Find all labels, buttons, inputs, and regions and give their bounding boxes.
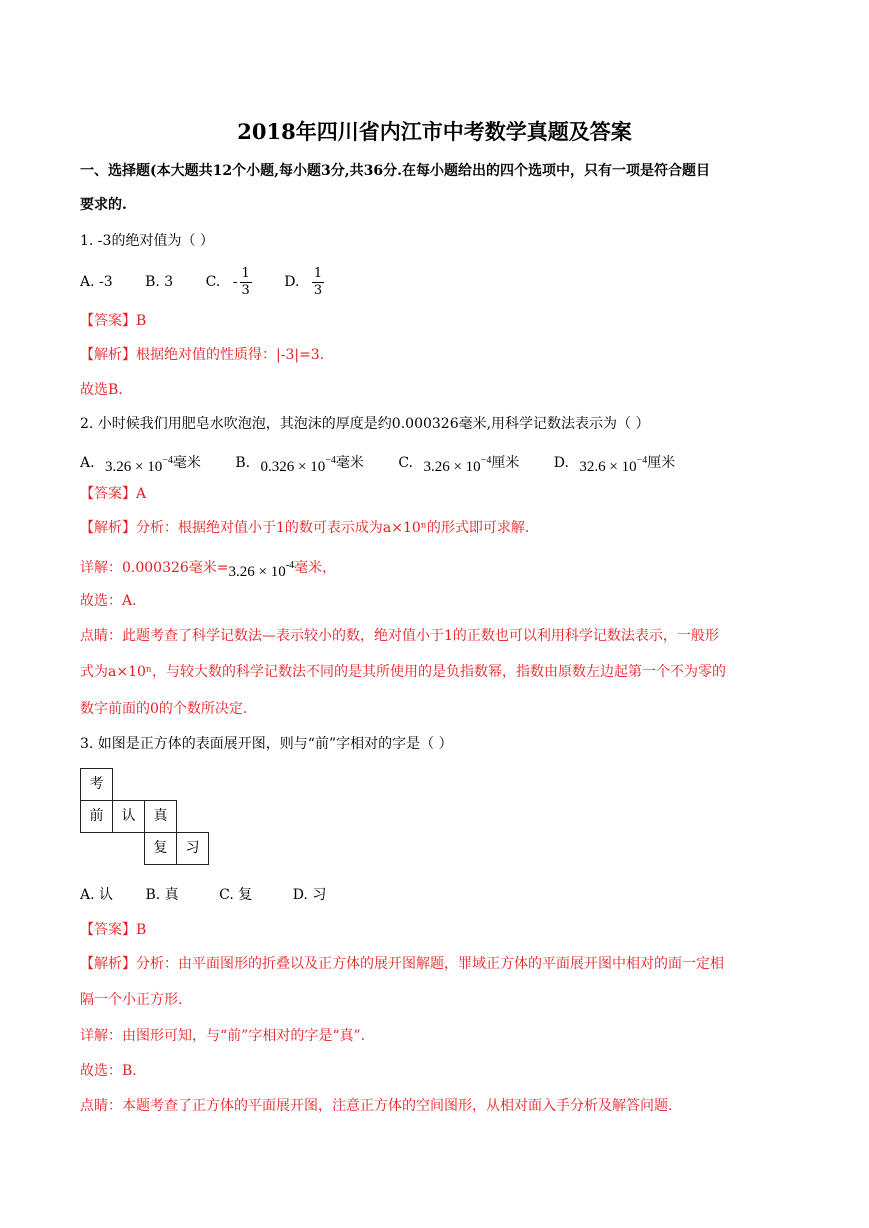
q1-option-d-denominator: 3: [313, 282, 323, 298]
q3-choose: 故选：B.: [80, 1063, 137, 1079]
q1-option-c: [206, 264, 252, 300]
q2-option-c: [398, 455, 523, 475]
q3-analysis-line1: 【解析】分析：由平面图形的折叠以及正方体的展开图解题，罪域正方体的平面展开图中相对的面一定相: [80, 956, 724, 972]
q2-options: [80, 450, 676, 475]
q2-option-b-exp: −4: [325, 455, 336, 466]
q1-option-c-label: C.: [205, 274, 221, 290]
q2-option-b: [235, 455, 368, 475]
q2-detail-exp: -4: [285, 560, 295, 571]
q2-option-d-base: 32.6 × 10: [579, 459, 637, 475]
q2-option-c-base: 3.26 × 10: [423, 459, 481, 475]
q2-option-c-unit: 厘米: [491, 455, 520, 471]
q2-detail-base: 3.26 × 10: [228, 564, 286, 580]
q1-option-d: [284, 264, 324, 300]
q2-option-d-value: [579, 455, 648, 475]
net-cell-zhen: 真: [144, 800, 177, 833]
q1-option-d-numerator: 1: [313, 265, 323, 281]
q1-option-a: A. -3: [80, 274, 113, 290]
q3-comment: 点睛：本题考查了正方体的平面展开图，注意正方体的空间图形，从相对面入手分析及解答问题.: [80, 1098, 673, 1114]
q2-comment-line3: 数字前面的0的个数所决定.: [80, 701, 248, 717]
q2-stem: 2. 小时候我们用肥皂水吹泡泡，其泡沫的厚度是约0.000326毫米,用科学记数法表示为（ ）: [80, 416, 650, 432]
section-heading-line2: 要求的.: [80, 197, 127, 213]
q1-option-c-sign: -: [232, 274, 238, 290]
q2-choose: 故选：A.: [80, 593, 137, 609]
page-title: 2018年四川省内江市中考数学真题及答案: [237, 119, 632, 144]
q2-detail-prefix: 详解：0.000326毫米=: [80, 560, 229, 576]
q2-option-a-label: A.: [80, 455, 95, 471]
net-cell-kao: 考: [80, 768, 113, 801]
q2-option-a-base: 3.26 × 10: [105, 459, 163, 475]
cube-net-figure: [80, 768, 212, 870]
q2-option-a-exp: −4: [162, 455, 173, 466]
q2-detail: [80, 555, 337, 580]
q2-option-d: [553, 455, 676, 475]
q2-option-a-unit: 毫米: [172, 455, 201, 471]
q2-comment-line2: 式为a×10ⁿ，与较大数的科学记数法不同的是其所使用的是负指数幂，指数由原数左边起第一个不为零的: [80, 664, 726, 680]
q3-stem: 3. 如图是正方体的表面展开图，则与“前”字相对的字是（ ）: [80, 736, 453, 752]
q2-option-d-unit: 厘米: [647, 455, 676, 471]
q1-answer: 【答案】B: [80, 313, 147, 329]
q1-option-c-numerator: 1: [241, 265, 250, 281]
q3-options: [80, 886, 326, 904]
q1-option-b: B. 3: [145, 274, 174, 290]
q1-choose: 故选B.: [80, 382, 123, 398]
q2-detail-value: [228, 560, 295, 580]
q3-answer: 【答案】B: [80, 922, 147, 938]
q1-analysis: 【解析】根据绝对值的性质得：|-3|=3.: [80, 347, 325, 363]
q2-comment-line1: 点睛：此题考查了科学记数法—表示较小的数，绝对值小于1的正数也可以利用科学记数法表示，一般形: [80, 628, 719, 644]
q2-detail-suffix: 毫米，: [294, 560, 337, 576]
q1-option-d-fraction: [312, 266, 324, 299]
q3-option-c: C. 复: [219, 887, 253, 903]
section-heading-line1: 一、选择题(本大题共12个小题,每小题3分,共36分.在每小题给出的四个选项中，只有一项是符合题目: [80, 163, 710, 179]
q1-option-c-denominator: 3: [241, 282, 250, 298]
q2-option-b-base: 0.326 × 10: [260, 459, 326, 475]
q2-option-d-exp: −4: [636, 455, 648, 466]
net-cell-fu: 复: [144, 832, 177, 865]
q3-option-b: B. 真: [145, 887, 179, 903]
q2-option-b-value: [260, 455, 336, 475]
q2-option-c-label: C.: [398, 455, 414, 471]
q1-stem: 1. -3的绝对值为（ ）: [80, 233, 214, 249]
net-cell-ren: 认: [112, 800, 145, 833]
q2-option-a: [80, 455, 205, 475]
q3-option-d: D. 习: [292, 887, 327, 903]
q2-option-a-value: [105, 455, 173, 475]
q1-options: [80, 264, 324, 300]
q1-option-c-fraction: [240, 266, 252, 299]
net-cell-qian: 前: [80, 800, 113, 833]
q2-analysis: 【解析】分析：根据绝对值小于1的数可表示成为a×10ⁿ的形式即可求解.: [80, 520, 530, 536]
q2-option-c-value: [423, 455, 492, 475]
q2-option-b-unit: 毫米: [335, 455, 364, 471]
q3-analysis-line2: 隔一个小正方形.: [80, 992, 183, 1008]
q2-option-c-exp: −4: [480, 455, 492, 466]
q2-answer: 【答案】A: [80, 486, 147, 502]
q2-option-d-label: D.: [553, 455, 569, 471]
q3-detail: 详解：由图形可知，与“前”字相对的字是“真”.: [80, 1028, 366, 1044]
net-cell-xi: 习: [176, 832, 209, 865]
q2-option-b-label: B.: [235, 455, 251, 471]
q3-option-a: A. 认: [80, 887, 114, 903]
q1-option-d-label: D.: [284, 274, 300, 290]
